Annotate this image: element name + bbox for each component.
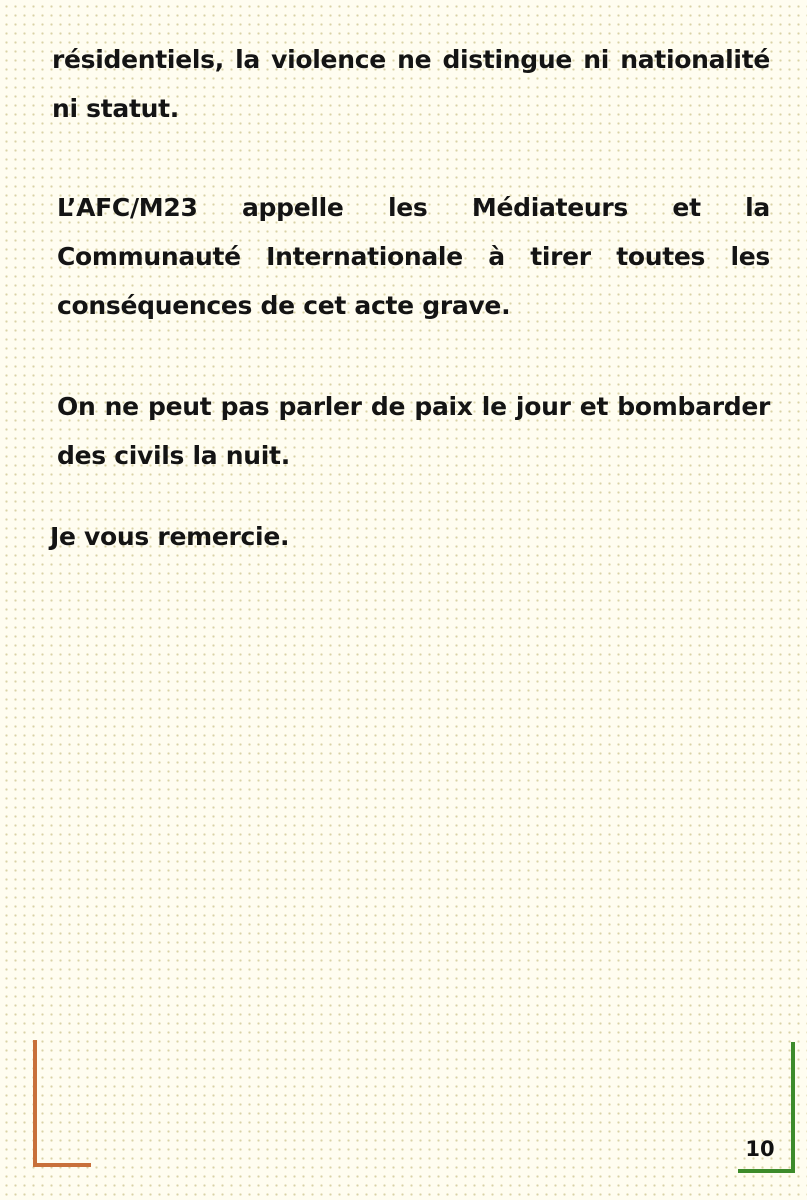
paragraph-continuation: résidentiels, la violence ne distingue ni nationalité ni statut. (52, 45, 770, 123)
left-corner-bracket (33, 1040, 91, 1167)
paragraph-closing: Je vous remercie. (50, 522, 290, 551)
page-number: 10 (745, 1137, 775, 1161)
paragraph-peace: On ne peut pas parler de paix le jour et bombarder des civils la nuit. (57, 392, 770, 470)
paragraph-appeal: L’AFC/M23 appelle les Médiateurs et la Communauté Internationale à tirer toutes les conséquences de cet acte grave. (57, 193, 770, 320)
